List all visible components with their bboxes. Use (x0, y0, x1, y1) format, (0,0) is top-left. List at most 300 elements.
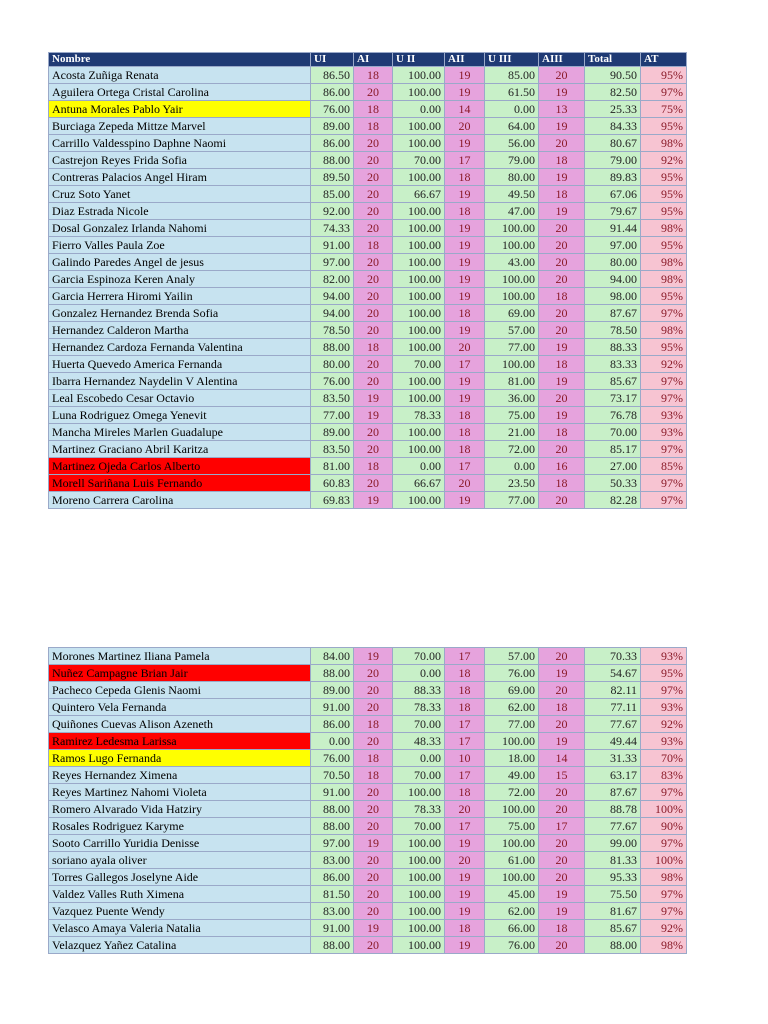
unit2-attendance-cell[interactable]: 17 (445, 716, 485, 733)
total-score-cell[interactable]: 75.50 (585, 886, 641, 903)
student-name-cell[interactable]: Acosta Zuñiga Renata (49, 67, 311, 84)
unit3-attendance-cell[interactable]: 19 (539, 373, 585, 390)
unit2-score-cell[interactable]: 70.00 (393, 767, 445, 784)
unit3-attendance-cell[interactable]: 20 (539, 322, 585, 339)
unit2-attendance-cell[interactable]: 18 (445, 665, 485, 682)
unit2-score-cell[interactable]: 70.00 (393, 716, 445, 733)
unit2-score-cell[interactable]: 100.00 (393, 852, 445, 869)
total-score-cell[interactable]: 49.44 (585, 733, 641, 750)
student-name-cell[interactable]: Castrejon Reyes Frida Sofia (49, 152, 311, 169)
unit1-score-cell[interactable]: 86.50 (311, 67, 354, 84)
student-name-cell[interactable]: Fierro Valles Paula Zoe (49, 237, 311, 254)
student-name-cell[interactable]: Antuna Morales Pablo Yair (49, 101, 311, 118)
total-score-cell[interactable]: 84.33 (585, 118, 641, 135)
student-name-cell[interactable]: Martinez Ojeda Carlos Alberto (49, 458, 311, 475)
attendance-percent-cell[interactable]: 97% (641, 492, 687, 509)
student-name-cell[interactable]: Sooto Carrillo Yuridia Denisse (49, 835, 311, 852)
unit2-score-cell[interactable]: 100.00 (393, 220, 445, 237)
unit3-score-cell[interactable]: 23.50 (485, 475, 539, 492)
unit2-attendance-cell[interactable]: 19 (445, 288, 485, 305)
unit3-attendance-cell[interactable]: 20 (539, 67, 585, 84)
attendance-percent-cell[interactable]: 98% (641, 869, 687, 886)
unit3-attendance-cell[interactable]: 20 (539, 254, 585, 271)
total-score-cell[interactable]: 88.78 (585, 801, 641, 818)
unit2-attendance-cell[interactable]: 19 (445, 390, 485, 407)
unit2-attendance-cell[interactable]: 17 (445, 356, 485, 373)
attendance-percent-cell[interactable]: 92% (641, 356, 687, 373)
unit3-attendance-cell[interactable]: 13 (539, 101, 585, 118)
total-score-cell[interactable]: 85.67 (585, 920, 641, 937)
total-score-cell[interactable]: 73.17 (585, 390, 641, 407)
unit3-score-cell[interactable]: 77.00 (485, 716, 539, 733)
unit2-score-cell[interactable]: 70.00 (393, 648, 445, 665)
unit3-score-cell[interactable]: 57.00 (485, 648, 539, 665)
unit2-attendance-cell[interactable]: 19 (445, 135, 485, 152)
unit3-score-cell[interactable]: 85.00 (485, 67, 539, 84)
unit3-score-cell[interactable]: 76.00 (485, 937, 539, 954)
total-score-cell[interactable]: 88.00 (585, 937, 641, 954)
unit1-attendance-cell[interactable]: 20 (354, 682, 393, 699)
unit3-attendance-cell[interactable]: 20 (539, 937, 585, 954)
student-name-cell[interactable]: Gonzalez Hernandez Brenda Sofia (49, 305, 311, 322)
student-name-cell[interactable]: Velazquez Yañez Catalina (49, 937, 311, 954)
total-score-cell[interactable]: 77.67 (585, 818, 641, 835)
unit3-attendance-cell[interactable]: 17 (539, 818, 585, 835)
unit1-score-cell[interactable]: 94.00 (311, 305, 354, 322)
total-score-cell[interactable]: 78.50 (585, 322, 641, 339)
student-name-cell[interactable]: Cruz Soto Yanet (49, 186, 311, 203)
unit2-score-cell[interactable]: 100.00 (393, 937, 445, 954)
unit2-attendance-cell[interactable]: 20 (445, 118, 485, 135)
attendance-percent-cell[interactable]: 75% (641, 101, 687, 118)
unit3-attendance-cell[interactable]: 19 (539, 665, 585, 682)
unit2-attendance-cell[interactable]: 14 (445, 101, 485, 118)
unit3-score-cell[interactable]: 56.00 (485, 135, 539, 152)
total-score-cell[interactable]: 70.00 (585, 424, 641, 441)
unit1-score-cell[interactable]: 76.00 (311, 750, 354, 767)
unit3-attendance-cell[interactable]: 19 (539, 903, 585, 920)
unit1-attendance-cell[interactable]: 20 (354, 152, 393, 169)
column-header-a3[interactable]: AIII (539, 53, 585, 67)
unit1-score-cell[interactable]: 88.00 (311, 818, 354, 835)
unit3-attendance-cell[interactable]: 18 (539, 699, 585, 716)
unit3-score-cell[interactable]: 64.00 (485, 118, 539, 135)
unit1-attendance-cell[interactable]: 20 (354, 271, 393, 288)
unit3-score-cell[interactable]: 100.00 (485, 237, 539, 254)
total-score-cell[interactable]: 94.00 (585, 271, 641, 288)
total-score-cell[interactable]: 89.83 (585, 169, 641, 186)
student-name-cell[interactable]: Leal Escobedo Cesar Octavio (49, 390, 311, 407)
unit2-attendance-cell[interactable]: 19 (445, 322, 485, 339)
unit3-attendance-cell[interactable]: 20 (539, 835, 585, 852)
attendance-percent-cell[interactable]: 98% (641, 135, 687, 152)
unit3-score-cell[interactable]: 81.00 (485, 373, 539, 390)
attendance-percent-cell[interactable]: 98% (641, 937, 687, 954)
unit2-attendance-cell[interactable]: 20 (445, 339, 485, 356)
column-header-a2[interactable]: AII (445, 53, 485, 67)
unit3-score-cell[interactable]: 100.00 (485, 801, 539, 818)
unit3-score-cell[interactable]: 100.00 (485, 220, 539, 237)
unit1-score-cell[interactable]: 76.00 (311, 101, 354, 118)
unit1-score-cell[interactable]: 86.00 (311, 135, 354, 152)
unit2-score-cell[interactable]: 100.00 (393, 492, 445, 509)
student-name-cell[interactable]: Pacheco Cepeda Glenis Naomi (49, 682, 311, 699)
total-score-cell[interactable]: 97.00 (585, 237, 641, 254)
unit3-attendance-cell[interactable]: 20 (539, 390, 585, 407)
unit1-score-cell[interactable]: 80.00 (311, 356, 354, 373)
student-name-cell[interactable]: Rosales Rodriguez Karyme (49, 818, 311, 835)
unit3-attendance-cell[interactable]: 19 (539, 733, 585, 750)
unit2-score-cell[interactable]: 100.00 (393, 903, 445, 920)
unit1-attendance-cell[interactable]: 18 (354, 458, 393, 475)
unit1-attendance-cell[interactable]: 19 (354, 390, 393, 407)
unit1-attendance-cell[interactable]: 20 (354, 699, 393, 716)
unit3-score-cell[interactable]: 61.00 (485, 852, 539, 869)
student-name-cell[interactable]: Torres Gallegos Joselyne Aide (49, 869, 311, 886)
unit3-score-cell[interactable]: 47.00 (485, 203, 539, 220)
unit3-score-cell[interactable]: 62.00 (485, 903, 539, 920)
unit1-attendance-cell[interactable]: 20 (354, 373, 393, 390)
unit1-score-cell[interactable]: 89.00 (311, 424, 354, 441)
unit1-attendance-cell[interactable]: 19 (354, 648, 393, 665)
unit2-score-cell[interactable]: 0.00 (393, 665, 445, 682)
unit1-score-cell[interactable]: 77.00 (311, 407, 354, 424)
unit2-attendance-cell[interactable]: 18 (445, 784, 485, 801)
attendance-percent-cell[interactable]: 92% (641, 716, 687, 733)
unit2-attendance-cell[interactable]: 18 (445, 407, 485, 424)
unit1-score-cell[interactable]: 89.50 (311, 169, 354, 186)
student-name-cell[interactable]: Contreras Palacios Angel Hiram (49, 169, 311, 186)
unit2-attendance-cell[interactable]: 17 (445, 767, 485, 784)
unit2-attendance-cell[interactable]: 17 (445, 733, 485, 750)
student-name-cell[interactable]: Mancha Mireles Marlen Guadalupe (49, 424, 311, 441)
attendance-percent-cell[interactable]: 95% (641, 203, 687, 220)
student-name-cell[interactable]: Aguilera Ortega Cristal Carolina (49, 84, 311, 101)
total-score-cell[interactable]: 87.67 (585, 784, 641, 801)
unit1-attendance-cell[interactable]: 20 (354, 186, 393, 203)
unit3-attendance-cell[interactable]: 20 (539, 648, 585, 665)
student-name-cell[interactable]: Ibarra Hernandez Naydelin V Alentina (49, 373, 311, 390)
unit2-attendance-cell[interactable]: 17 (445, 458, 485, 475)
unit3-score-cell[interactable]: 80.00 (485, 169, 539, 186)
unit1-score-cell[interactable]: 86.00 (311, 869, 354, 886)
student-name-cell[interactable]: Dosal Gonzalez Irlanda Nahomi (49, 220, 311, 237)
unit2-attendance-cell[interactable]: 18 (445, 441, 485, 458)
total-score-cell[interactable]: 31.33 (585, 750, 641, 767)
unit2-attendance-cell[interactable]: 19 (445, 903, 485, 920)
unit3-attendance-cell[interactable]: 20 (539, 441, 585, 458)
unit1-attendance-cell[interactable]: 20 (354, 356, 393, 373)
unit2-score-cell[interactable]: 100.00 (393, 84, 445, 101)
unit2-score-cell[interactable]: 100.00 (393, 67, 445, 84)
student-name-cell[interactable]: Vazquez Puente Wendy (49, 903, 311, 920)
student-name-cell[interactable]: Garcia Espinoza Keren Analy (49, 271, 311, 288)
total-score-cell[interactable]: 80.00 (585, 254, 641, 271)
unit3-attendance-cell[interactable]: 20 (539, 869, 585, 886)
unit3-attendance-cell[interactable]: 18 (539, 356, 585, 373)
unit1-score-cell[interactable]: 82.00 (311, 271, 354, 288)
unit2-attendance-cell[interactable]: 18 (445, 920, 485, 937)
unit1-attendance-cell[interactable]: 18 (354, 750, 393, 767)
total-score-cell[interactable]: 82.50 (585, 84, 641, 101)
unit3-attendance-cell[interactable]: 19 (539, 169, 585, 186)
unit2-score-cell[interactable]: 100.00 (393, 886, 445, 903)
unit1-attendance-cell[interactable]: 20 (354, 665, 393, 682)
unit2-score-cell[interactable]: 100.00 (393, 339, 445, 356)
total-score-cell[interactable]: 81.67 (585, 903, 641, 920)
total-score-cell[interactable]: 82.28 (585, 492, 641, 509)
unit1-attendance-cell[interactable]: 18 (354, 118, 393, 135)
unit1-attendance-cell[interactable]: 18 (354, 339, 393, 356)
unit3-score-cell[interactable]: 36.00 (485, 390, 539, 407)
student-name-cell[interactable]: Quintero Vela Fernanda (49, 699, 311, 716)
unit1-score-cell[interactable]: 89.00 (311, 682, 354, 699)
unit3-score-cell[interactable]: 72.00 (485, 784, 539, 801)
unit2-attendance-cell[interactable]: 19 (445, 886, 485, 903)
unit2-score-cell[interactable]: 0.00 (393, 458, 445, 475)
unit2-score-cell[interactable]: 100.00 (393, 390, 445, 407)
total-score-cell[interactable]: 67.06 (585, 186, 641, 203)
student-name-cell[interactable]: Garcia Herrera Hiromi Yailin (49, 288, 311, 305)
unit1-score-cell[interactable]: 88.00 (311, 801, 354, 818)
unit3-attendance-cell[interactable]: 20 (539, 682, 585, 699)
unit1-score-cell[interactable]: 89.00 (311, 118, 354, 135)
attendance-percent-cell[interactable]: 97% (641, 682, 687, 699)
attendance-percent-cell[interactable]: 97% (641, 903, 687, 920)
unit1-attendance-cell[interactable]: 20 (354, 203, 393, 220)
unit3-attendance-cell[interactable]: 18 (539, 475, 585, 492)
total-score-cell[interactable]: 76.78 (585, 407, 641, 424)
unit3-attendance-cell[interactable]: 19 (539, 84, 585, 101)
total-score-cell[interactable]: 88.33 (585, 339, 641, 356)
unit3-attendance-cell[interactable]: 18 (539, 152, 585, 169)
unit3-attendance-cell[interactable]: 20 (539, 237, 585, 254)
total-score-cell[interactable]: 98.00 (585, 288, 641, 305)
unit2-attendance-cell[interactable]: 17 (445, 818, 485, 835)
unit2-score-cell[interactable]: 70.00 (393, 356, 445, 373)
unit2-score-cell[interactable]: 100.00 (393, 835, 445, 852)
unit3-score-cell[interactable]: 49.50 (485, 186, 539, 203)
student-name-cell[interactable]: Ramirez Ledesma Larissa (49, 733, 311, 750)
attendance-percent-cell[interactable]: 95% (641, 118, 687, 135)
unit3-score-cell[interactable]: 100.00 (485, 356, 539, 373)
unit3-attendance-cell[interactable]: 16 (539, 458, 585, 475)
total-score-cell[interactable]: 85.17 (585, 441, 641, 458)
total-score-cell[interactable]: 91.44 (585, 220, 641, 237)
unit3-score-cell[interactable]: 100.00 (485, 733, 539, 750)
unit2-score-cell[interactable]: 100.00 (393, 288, 445, 305)
unit1-attendance-cell[interactable]: 19 (354, 407, 393, 424)
unit1-score-cell[interactable]: 74.33 (311, 220, 354, 237)
attendance-percent-cell[interactable]: 92% (641, 920, 687, 937)
unit3-score-cell[interactable]: 100.00 (485, 869, 539, 886)
attendance-percent-cell[interactable]: 98% (641, 322, 687, 339)
unit1-attendance-cell[interactable]: 18 (354, 716, 393, 733)
attendance-percent-cell[interactable]: 83% (641, 767, 687, 784)
unit3-attendance-cell[interactable]: 18 (539, 920, 585, 937)
unit2-score-cell[interactable]: 100.00 (393, 441, 445, 458)
attendance-percent-cell[interactable]: 97% (641, 835, 687, 852)
unit3-attendance-cell[interactable]: 20 (539, 784, 585, 801)
attendance-percent-cell[interactable]: 97% (641, 373, 687, 390)
unit3-score-cell[interactable]: 69.00 (485, 682, 539, 699)
total-score-cell[interactable]: 90.50 (585, 67, 641, 84)
unit1-attendance-cell[interactable]: 18 (354, 767, 393, 784)
unit2-attendance-cell[interactable]: 17 (445, 152, 485, 169)
unit3-attendance-cell[interactable]: 15 (539, 767, 585, 784)
attendance-percent-cell[interactable]: 98% (641, 220, 687, 237)
unit2-attendance-cell[interactable]: 19 (445, 869, 485, 886)
unit1-attendance-cell[interactable]: 20 (354, 288, 393, 305)
unit2-score-cell[interactable]: 100.00 (393, 424, 445, 441)
student-name-cell[interactable]: Reyes Hernandez Ximena (49, 767, 311, 784)
unit3-attendance-cell[interactable]: 19 (539, 118, 585, 135)
unit2-attendance-cell[interactable]: 18 (445, 424, 485, 441)
unit2-score-cell[interactable]: 70.00 (393, 152, 445, 169)
unit1-attendance-cell[interactable]: 20 (354, 220, 393, 237)
unit2-attendance-cell[interactable]: 17 (445, 648, 485, 665)
unit1-attendance-cell[interactable]: 18 (354, 67, 393, 84)
unit1-attendance-cell[interactable]: 20 (354, 475, 393, 492)
unit1-score-cell[interactable]: 83.50 (311, 441, 354, 458)
unit1-attendance-cell[interactable]: 20 (354, 305, 393, 322)
attendance-percent-cell[interactable]: 97% (641, 84, 687, 101)
unit2-attendance-cell[interactable]: 19 (445, 220, 485, 237)
student-name-cell[interactable]: Luna Rodriguez Omega Yenevit (49, 407, 311, 424)
unit2-attendance-cell[interactable]: 18 (445, 699, 485, 716)
unit2-score-cell[interactable]: 100.00 (393, 254, 445, 271)
unit1-score-cell[interactable]: 69.83 (311, 492, 354, 509)
unit2-score-cell[interactable]: 0.00 (393, 101, 445, 118)
unit3-attendance-cell[interactable]: 18 (539, 186, 585, 203)
unit1-attendance-cell[interactable]: 20 (354, 84, 393, 101)
unit2-attendance-cell[interactable]: 20 (445, 852, 485, 869)
unit3-attendance-cell[interactable]: 20 (539, 271, 585, 288)
unit1-score-cell[interactable]: 81.50 (311, 886, 354, 903)
unit2-score-cell[interactable]: 100.00 (393, 784, 445, 801)
unit3-attendance-cell[interactable]: 19 (539, 407, 585, 424)
unit3-attendance-cell[interactable]: 18 (539, 288, 585, 305)
unit3-attendance-cell[interactable]: 20 (539, 135, 585, 152)
student-name-cell[interactable]: Carrillo Valdesspino Daphne Naomi (49, 135, 311, 152)
unit3-score-cell[interactable]: 79.00 (485, 152, 539, 169)
unit3-score-cell[interactable]: 0.00 (485, 101, 539, 118)
unit3-score-cell[interactable]: 0.00 (485, 458, 539, 475)
unit2-score-cell[interactable]: 88.33 (393, 682, 445, 699)
attendance-percent-cell[interactable]: 97% (641, 475, 687, 492)
attendance-percent-cell[interactable]: 93% (641, 699, 687, 716)
column-header-u3[interactable]: U III (485, 53, 539, 67)
column-header-total[interactable]: Total (585, 53, 641, 67)
unit1-attendance-cell[interactable]: 19 (354, 920, 393, 937)
unit3-attendance-cell[interactable]: 19 (539, 339, 585, 356)
total-score-cell[interactable]: 63.17 (585, 767, 641, 784)
unit1-attendance-cell[interactable]: 19 (354, 492, 393, 509)
unit1-attendance-cell[interactable]: 20 (354, 818, 393, 835)
attendance-percent-cell[interactable]: 97% (641, 305, 687, 322)
unit3-score-cell[interactable]: 18.00 (485, 750, 539, 767)
unit2-score-cell[interactable]: 100.00 (393, 271, 445, 288)
unit3-score-cell[interactable]: 21.00 (485, 424, 539, 441)
unit1-score-cell[interactable]: 86.00 (311, 84, 354, 101)
unit1-score-cell[interactable]: 88.00 (311, 937, 354, 954)
unit1-score-cell[interactable]: 88.00 (311, 152, 354, 169)
unit3-attendance-cell[interactable]: 20 (539, 492, 585, 509)
unit1-score-cell[interactable]: 91.00 (311, 237, 354, 254)
student-name-cell[interactable]: Morones Martinez Iliana Pamela (49, 648, 311, 665)
unit3-attendance-cell[interactable]: 19 (539, 886, 585, 903)
student-name-cell[interactable]: Hernandez Calderon Martha (49, 322, 311, 339)
unit2-attendance-cell[interactable]: 19 (445, 67, 485, 84)
student-name-cell[interactable]: Reyes Martinez Nahomi Violeta (49, 784, 311, 801)
unit2-attendance-cell[interactable]: 18 (445, 203, 485, 220)
unit2-attendance-cell[interactable]: 19 (445, 84, 485, 101)
unit1-score-cell[interactable]: 88.00 (311, 339, 354, 356)
unit2-score-cell[interactable]: 48.33 (393, 733, 445, 750)
unit1-score-cell[interactable]: 97.00 (311, 835, 354, 852)
unit3-score-cell[interactable]: 49.00 (485, 767, 539, 784)
unit2-score-cell[interactable]: 66.67 (393, 186, 445, 203)
unit1-attendance-cell[interactable]: 20 (354, 441, 393, 458)
unit1-attendance-cell[interactable]: 20 (354, 424, 393, 441)
unit1-score-cell[interactable]: 85.00 (311, 186, 354, 203)
student-name-cell[interactable]: Diaz Estrada Nicole (49, 203, 311, 220)
unit1-attendance-cell[interactable]: 20 (354, 784, 393, 801)
total-score-cell[interactable]: 80.67 (585, 135, 641, 152)
unit2-attendance-cell[interactable]: 20 (445, 475, 485, 492)
column-header-u2[interactable]: U II (393, 53, 445, 67)
attendance-percent-cell[interactable]: 95% (641, 339, 687, 356)
unit2-attendance-cell[interactable]: 10 (445, 750, 485, 767)
unit1-attendance-cell[interactable]: 20 (354, 886, 393, 903)
attendance-percent-cell[interactable]: 97% (641, 390, 687, 407)
total-score-cell[interactable]: 95.33 (585, 869, 641, 886)
attendance-percent-cell[interactable]: 97% (641, 886, 687, 903)
total-score-cell[interactable]: 87.67 (585, 305, 641, 322)
total-score-cell[interactable]: 70.33 (585, 648, 641, 665)
attendance-percent-cell[interactable]: 95% (641, 67, 687, 84)
unit1-attendance-cell[interactable]: 20 (354, 733, 393, 750)
unit1-score-cell[interactable]: 83.00 (311, 903, 354, 920)
unit1-score-cell[interactable]: 91.00 (311, 784, 354, 801)
unit1-score-cell[interactable]: 97.00 (311, 254, 354, 271)
attendance-percent-cell[interactable]: 93% (641, 424, 687, 441)
total-score-cell[interactable]: 50.33 (585, 475, 641, 492)
unit1-score-cell[interactable]: 91.00 (311, 920, 354, 937)
attendance-percent-cell[interactable]: 90% (641, 818, 687, 835)
unit3-attendance-cell[interactable]: 18 (539, 424, 585, 441)
unit1-score-cell[interactable]: 78.50 (311, 322, 354, 339)
student-name-cell[interactable]: Velasco Amaya Valeria Natalia (49, 920, 311, 937)
unit2-score-cell[interactable]: 66.67 (393, 475, 445, 492)
unit2-score-cell[interactable]: 100.00 (393, 322, 445, 339)
unit2-attendance-cell[interactable]: 19 (445, 254, 485, 271)
unit2-score-cell[interactable]: 78.33 (393, 801, 445, 818)
total-score-cell[interactable]: 85.67 (585, 373, 641, 390)
student-name-cell[interactable]: Martinez Graciano Abril Karitza (49, 441, 311, 458)
column-header-u1[interactable]: UI (311, 53, 354, 67)
student-name-cell[interactable]: Huerta Quevedo America Fernanda (49, 356, 311, 373)
unit3-score-cell[interactable]: 66.00 (485, 920, 539, 937)
unit3-attendance-cell[interactable]: 20 (539, 852, 585, 869)
total-score-cell[interactable]: 79.67 (585, 203, 641, 220)
unit3-attendance-cell[interactable]: 20 (539, 716, 585, 733)
attendance-percent-cell[interactable]: 100% (641, 852, 687, 869)
attendance-percent-cell[interactable]: 95% (641, 288, 687, 305)
total-score-cell[interactable]: 81.33 (585, 852, 641, 869)
attendance-percent-cell[interactable]: 97% (641, 784, 687, 801)
attendance-percent-cell[interactable]: 97% (641, 441, 687, 458)
